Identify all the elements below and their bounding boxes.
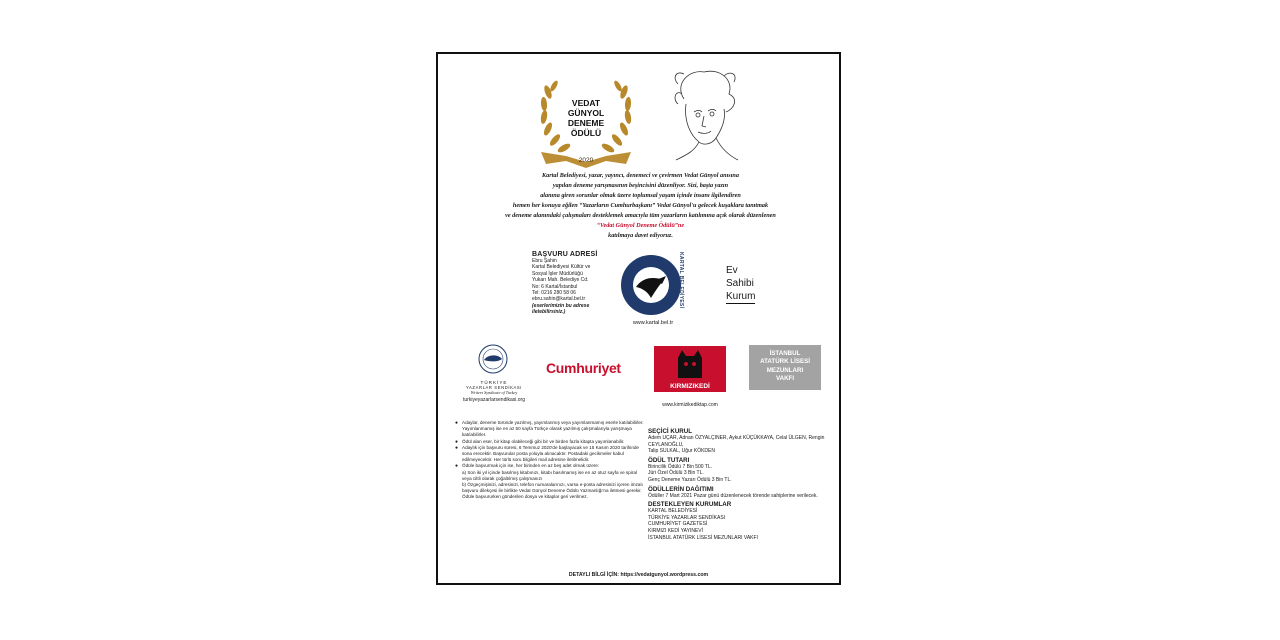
supporter-item: İSTANBUL ATATÜRK LİSESİ MEZUNLARI VAKFI <box>648 534 758 541</box>
intro-line1: Kartal Belediyesi, yazar, yayıncı, denemeci ve çevirmen Vedat Günyol anısına <box>542 172 739 179</box>
jury-line: Adem UÇAR, Adnan ÖZYALÇINER, Aykut KÜÇÜKKAYA, Celal ÜLGEN, Rengin CEYLANOĞLU, <box>648 435 825 448</box>
tys-line1: TÜRKİYE <box>480 380 508 385</box>
intro-line4: hemen her konuya eğilen “Yazarların Cumhurbaşkanı” Vedat Günyol'u gelecek kuşaklara tanıtmak <box>512 202 769 209</box>
tys-emblem-icon <box>478 344 508 374</box>
award-title-line2: DENEME ÖDÜLÜ <box>567 118 605 138</box>
ataturk-line2: ATATÜRK LİSESİ <box>760 358 810 366</box>
prize-line: Genç Deneme Yazarı Ödülü 3 Bin TL. <box>648 476 732 483</box>
distribution-heading: ÖDÜLLERİN DAĞITIMI <box>648 485 714 493</box>
rule-item: ● Ödül alan eser, bir kitap olabileceği gibi bir ve birden fazla kitapta yayımlanabilir. <box>455 438 625 445</box>
award-year: 2020 <box>578 157 594 164</box>
footer-url[interactable]: https://vedatgunyol.wordpress.com <box>620 572 709 578</box>
ataturk-lisesi-logo <box>749 345 821 390</box>
portrait-sketch <box>664 64 744 164</box>
address-heading: BAŞVURU ADRESİ <box>532 251 598 258</box>
tys-line2: YAZARLAR SENDİKASI <box>465 385 523 390</box>
address-line: No: 6 Kartal/İstanbul <box>532 283 578 290</box>
jury-line: Talip SULKAL, Uğur KÖKDEN <box>648 448 715 455</box>
intro-line2: yapılan deneme yarışmasının beşincisini düzenliyor. Sizi, başta yazın <box>552 182 729 189</box>
intro-line5: ve deneme alanındaki çalışmaları desteklemek amacıyla tüm yazarların katılımına açık olarak düzenlenen <box>505 212 776 219</box>
kirmizikedi-text: KIRMIZIKEDİ <box>670 383 710 390</box>
ataturk-line1: İSTANBUL <box>769 350 801 357</box>
address-line: Ebru Şahin <box>532 258 557 264</box>
supporters-heading: DESTEKLEYEN KURUMLAR <box>648 501 732 509</box>
portrait-icon <box>664 64 744 164</box>
address-line: Sosyal İşler Müdürlüğü <box>532 270 583 277</box>
intro-highlight: “Vedat Günyol Deneme Ödülü”ne <box>596 222 685 229</box>
supporter-item: KIRMIZI KEDİ YAYINEVİ <box>648 527 704 534</box>
ataturk-line3: MEZUNLARI <box>766 366 804 374</box>
address-email[interactable]: ebru.sahin@kartal.bel.tr <box>532 296 586 303</box>
tys-logo <box>478 344 508 374</box>
address-line: Yukarı Mah. Belediye Cd. <box>532 277 589 284</box>
tys-text <box>456 380 532 403</box>
footer-label: DETAYLI BİLGİ İÇİN: <box>568 572 620 578</box>
cumhuriyet-logo: Cumhuriyet <box>546 360 621 376</box>
tys-line3: Writers Syndicate of Turkey <box>470 390 518 395</box>
poster <box>436 52 841 585</box>
intro-paragraph <box>458 171 823 241</box>
cat-icon <box>654 346 726 380</box>
kirmizikedi-url[interactable]: www.kirmizikediktap.com <box>662 402 718 408</box>
host-label-line1: Ev <box>726 265 738 276</box>
prize-line: Jüri Özel Ödülü 3 Bin TL. <box>648 470 704 477</box>
kartal-url[interactable]: www.kartal.bel.tr <box>632 320 674 326</box>
footer <box>438 572 839 578</box>
info-column <box>648 426 838 541</box>
rule-item: ● Adaylık için başvuru süresi, 6 Temmuz 2020'de başlayacak ve 15 Kasım 2020 tarihinde sona erecektir. Başvurular posta yoluyla alınacaktır. Postadaki gecikmeler kabul edilmeyecektir. Her türlü soru bilgileri mail adresine iletilmelidir. <box>455 444 639 463</box>
supporter-item: CUMHURİYET GAZETESİ <box>648 521 708 528</box>
kartal-emblem-icon <box>620 254 682 316</box>
distribution-line: Ödüller 7 Mart 2021 Pazar günü düzenlenecek törende sahiplerine verilecek. <box>648 492 818 499</box>
award-title-line1: VEDAT GÜNYOL <box>567 98 605 118</box>
tys-url[interactable]: turkiyeyazarlarsendikasi.org <box>463 397 525 403</box>
rule-item: a) Son iki yıl içinde basılmış kitabınızı, kitabı basılmamış ise en az otuz sayfa ve spiral veya ciltli olarak çoğaltılmış çalışmanızı <box>462 469 637 481</box>
supporter-item: KARTAL BELEDİYESİ <box>648 508 698 515</box>
address-block <box>532 251 616 316</box>
address-line: Kartal Belediyesi Kültür ve <box>532 264 591 271</box>
rules-list <box>454 420 646 501</box>
intro-line3: alanına giren sorunlar olmak üzere toplumsal yaşam içinde insanı ilgilendiren <box>540 192 741 199</box>
prize-heading: ÖDÜL TUTARI <box>648 456 690 464</box>
address-line: Tel: 0216 280 58 06 <box>532 290 576 297</box>
host-label-line2: Sahibi <box>726 278 754 289</box>
address-note: (eserlerimizin bu adrese iletebilirsiniz.) <box>532 302 590 316</box>
host-label <box>726 264 776 304</box>
kartal-logo-text: KARTAL BELEDİYESİ <box>678 252 684 309</box>
supporter-item: TÜRKİYE YAZARLAR SENDİKASI <box>648 514 726 521</box>
ataturk-line4: VAKFI <box>775 375 795 383</box>
rule-item: ● Adaylar, deneme türünde yazılmış, yayımlanmış veya yayımlanmamış eserle katılabilirler. Yayımlanmamış ise en az 50 sayfa Türkçe olarak yazılmış çalışmalarıyla yarışmaya katılabilirler. <box>455 420 644 438</box>
host-label-line3: Kurum <box>726 291 756 302</box>
prize-line: Birincilik Ödülü 7 Bin 500 TL. <box>648 463 713 470</box>
jury-heading: SEÇİCİ KURUL <box>648 428 693 435</box>
intro-line6: katılmaya davet ediyoruz. <box>608 232 673 239</box>
kartal-belediyesi-logo <box>620 254 682 316</box>
kirmizikedi-logo <box>654 346 726 392</box>
rule-item: b) Özgeçmişinizi, adresinizi, telefon numaralarınızı, varsa e-posta adresinizi içeren imzalı başvuru dilekçesi ile birlikte Vedat Günyol Deneme Ödülü Yazmanlığı'na iletmesi gerekir. Ödüle başvururken gönderilen dosya ve kitaplar geri verilmez. <box>462 482 643 500</box>
award-title <box>556 98 616 138</box>
rule-item: ● Ödüle başvurmak için ise, her birinden en az beş adet olmak üzere: <box>455 463 600 470</box>
